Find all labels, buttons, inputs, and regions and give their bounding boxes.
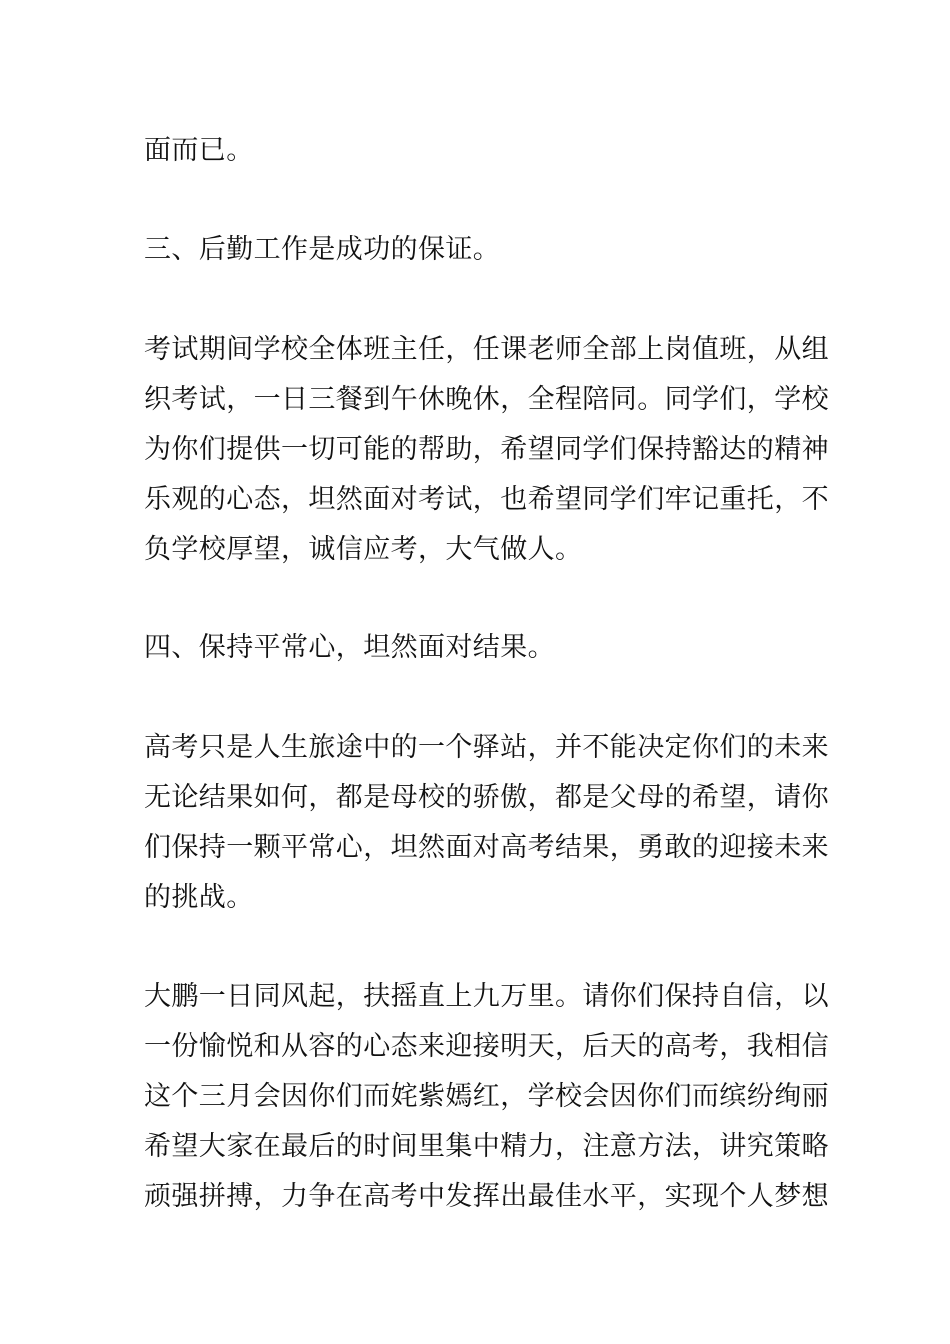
paragraph-line: 负学校厚望，诚信应考，大气做人。 bbox=[144, 534, 583, 565]
paragraph-line: 这个三月会因你们而姹紫嫣红，学校会因你们而缤纷绚丽 bbox=[144, 1081, 829, 1112]
paragraph-line: 考试期间学校全体班主任，任课老师全部上岗值班，从组 bbox=[144, 334, 829, 365]
paragraph-line: 的挑战。 bbox=[144, 882, 254, 913]
paragraph-line: 织考试，一日三餐到午休晚休，全程陪同。同学们，学校 bbox=[144, 384, 829, 415]
section-heading-3: 三、后勤工作是成功的保证。 bbox=[144, 234, 501, 265]
paragraph-line: 无论结果如何，都是母校的骄傲，都是父母的希望，请你 bbox=[144, 782, 829, 813]
paragraph-line: 高考只是人生旅途中的一个驿站，并不能决定你们的未来 bbox=[144, 732, 829, 763]
section-heading-4: 四、保持平常心，坦然面对结果。 bbox=[144, 632, 555, 663]
paragraph-line: 一份愉悦和从容的心态来迎接明天，后天的高考，我相信 bbox=[144, 1031, 829, 1062]
paragraph-line: 为你们提供一切可能的帮助，希望同学们保持豁达的精神 bbox=[144, 434, 829, 465]
paragraph-line: 乐观的心态，坦然面对考试，也希望同学们牢记重托，不 bbox=[144, 484, 829, 515]
paragraph-line: 大鹏一日同风起，扶摇直上九万里。请你们保持自信，以 bbox=[144, 981, 829, 1012]
paragraph-continuation-line: 面而已。 bbox=[144, 135, 254, 166]
paragraph-line: 希望大家在最后的时间里集中精力，注意方法，讲究策略 bbox=[144, 1131, 829, 1162]
paragraph-line: 们保持一颗平常心，坦然面对高考结果，勇敢的迎接未来 bbox=[144, 832, 829, 863]
paragraph-line: 顽强拼搏，力争在高考中发挥出最佳水平，实现个人梦想 bbox=[144, 1181, 829, 1212]
